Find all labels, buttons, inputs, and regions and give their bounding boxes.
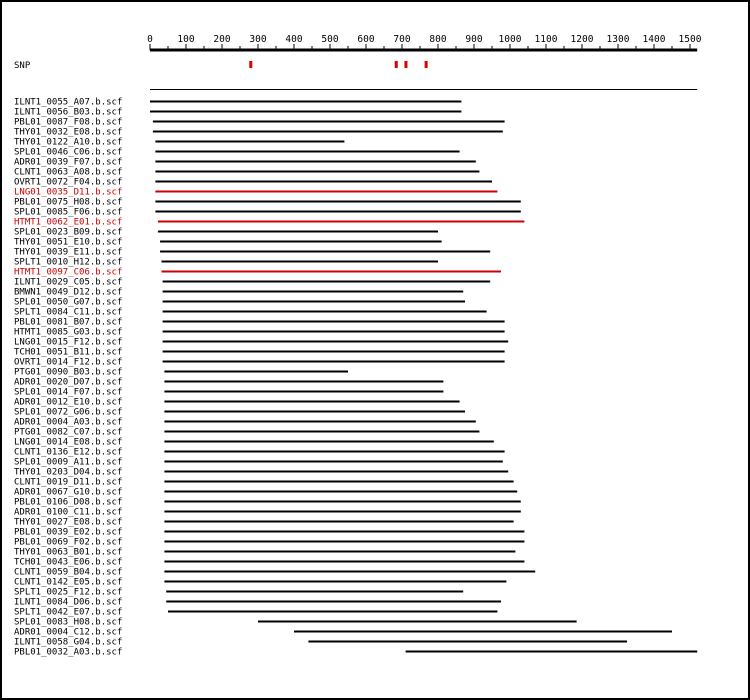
- read-label: TCH01_0051_B11.b.scf: [14, 347, 123, 358]
- read-label: SPLT1_0010_H12.b.scf: [14, 257, 123, 268]
- read-label-highlighted: HTMT1_0062_E01.b.scf: [14, 217, 123, 228]
- read-label: THY01_0032_E08.b.scf: [14, 127, 123, 138]
- axis-tick-label: 1300: [606, 34, 630, 45]
- read-label: ADR01_0100_C11.b.scf: [14, 507, 123, 518]
- read-label: OVRT1_0014_F12.b.scf: [14, 357, 123, 368]
- read-label: THY01_0051_E10.b.scf: [14, 237, 123, 248]
- axis-tick-label: 0: [147, 34, 153, 45]
- read-label: PBL01_0081_B07.b.scf: [14, 317, 123, 328]
- read-label: PBL01_0069_F02.b.scf: [14, 537, 123, 548]
- read-label: ILNT1_0055_A07.b.scf: [14, 97, 123, 108]
- read-label: SPL01_0014_F07.b.scf: [14, 387, 123, 398]
- read-label: SPL01_0050_G07.b.scf: [14, 297, 123, 308]
- position-axis: [147, 34, 702, 50]
- read-label: LNG01_0015_F12.b.scf: [14, 337, 123, 348]
- snp-marker: [404, 61, 407, 68]
- read-label: SPL01_0023_B09.b.scf: [14, 227, 123, 238]
- read-label: PBL01_0039_E02.b.scf: [14, 527, 123, 538]
- read-label: SPL01_0046_C06.b.scf: [14, 147, 123, 158]
- read-label: SPLT1_0042_E07.b.scf: [14, 607, 123, 618]
- axis-tick-label: 700: [393, 34, 411, 45]
- read-label: PBL01_0075_H08.b.scf: [14, 197, 123, 208]
- snp-marker: [425, 61, 428, 68]
- axis-tick-label: 100: [177, 34, 195, 45]
- read-label-highlighted: LNG01_0035_D11.b.scf: [14, 187, 123, 198]
- read-label: THY01_0203_D04.b.scf: [14, 467, 123, 478]
- read-label: ILNT1_0029_C05.b.scf: [14, 277, 123, 288]
- snp-track: [249, 61, 427, 68]
- read-label: PBL01_0032_A03.b.scf: [14, 647, 123, 658]
- read-list: [14, 98, 697, 658]
- axis-tick-label: 300: [249, 34, 267, 45]
- read-label: THY01_0122_A10.b.scf: [14, 137, 123, 148]
- read-label: ADR01_0004_A03.b.scf: [14, 417, 123, 428]
- read-label: SPLT1_0084_C11.b.scf: [14, 307, 123, 318]
- read-label: PBL01_0106_D08.b.scf: [14, 497, 123, 508]
- read-label: CLNT1_0142_E05.b.scf: [14, 577, 123, 588]
- read-label: SPL01_0072_G06.b.scf: [14, 407, 123, 418]
- read-label: CLNT1_0063_A08.b.scf: [14, 167, 123, 178]
- axis-tick-label: 1100: [534, 34, 558, 45]
- read-label: ADR01_0004_C12.b.scf: [14, 627, 123, 638]
- read-label: CLNT1_0019_D11.b.scf: [14, 477, 123, 488]
- read-label: SPL01_0009_A11.b.scf: [14, 457, 123, 468]
- read-label: SPL01_0085_F06.b.scf: [14, 207, 123, 218]
- snp-marker: [249, 61, 252, 68]
- read-label: ADR01_0020_D07.b.scf: [14, 377, 123, 388]
- read-label: BMWN1_0049_D12.b.scf: [14, 287, 123, 298]
- read-label: THY01_0039_E11.b.scf: [14, 247, 123, 258]
- axis-tick-label: 1500: [678, 34, 702, 45]
- read-label: SPL01_0083_H08.b.scf: [14, 617, 123, 628]
- axis-tick-label: 900: [465, 34, 483, 45]
- read-label-highlighted: HTMT1_0097_C06.b.scf: [14, 267, 123, 278]
- axis-tick-label: 400: [285, 34, 303, 45]
- axis-tick-label: 1000: [498, 34, 522, 45]
- snp-track-label: SNP: [14, 61, 31, 71]
- read-label: ADR01_0067_G10.b.scf: [14, 487, 123, 498]
- read-label: PBL01_0087_F08.b.scf: [14, 117, 123, 128]
- read-label: THY01_0027_E08.b.scf: [14, 517, 123, 528]
- read-label: ILNT1_0058_G04.b.scf: [14, 637, 123, 648]
- axis-tick-label: 1400: [642, 34, 666, 45]
- read-label: PTG01_0090_B03.b.scf: [14, 367, 123, 378]
- axis-tick-label: 600: [357, 34, 375, 45]
- read-label: ADR01_0039_F07.b.scf: [14, 157, 123, 168]
- axis-tick-label: 500: [321, 34, 339, 45]
- read-label: CLNT1_0136_E12.b.scf: [14, 447, 123, 458]
- snp-marker: [395, 61, 398, 68]
- read-label: OVRT1_0072_F04.b.scf: [14, 177, 123, 188]
- axis-tick-label: 200: [213, 34, 231, 45]
- axis-tick-label: 800: [429, 34, 447, 45]
- read-label: PTG01_0082_C07.b.scf: [14, 427, 123, 438]
- axis-tick-label: 1200: [570, 34, 594, 45]
- read-label: ILNT1_0056_B03.b.scf: [14, 107, 123, 118]
- read-label: ILNT1_0084_D06.b.scf: [14, 597, 123, 608]
- read-label: LNG01_0014_E08.b.scf: [14, 437, 123, 448]
- read-label: HTMT1_0085_G03.b.scf: [14, 327, 123, 338]
- read-label: THY01_0063_B01.b.scf: [14, 547, 123, 558]
- read-label: SPLT1_0025_F12.b.scf: [14, 587, 123, 598]
- read-label: CLNT1_0059_B04.b.scf: [14, 567, 123, 578]
- read-label: ADR01_0012_E10.b.scf: [14, 397, 123, 408]
- read-label: TCH01_0043_E06.b.scf: [14, 557, 123, 568]
